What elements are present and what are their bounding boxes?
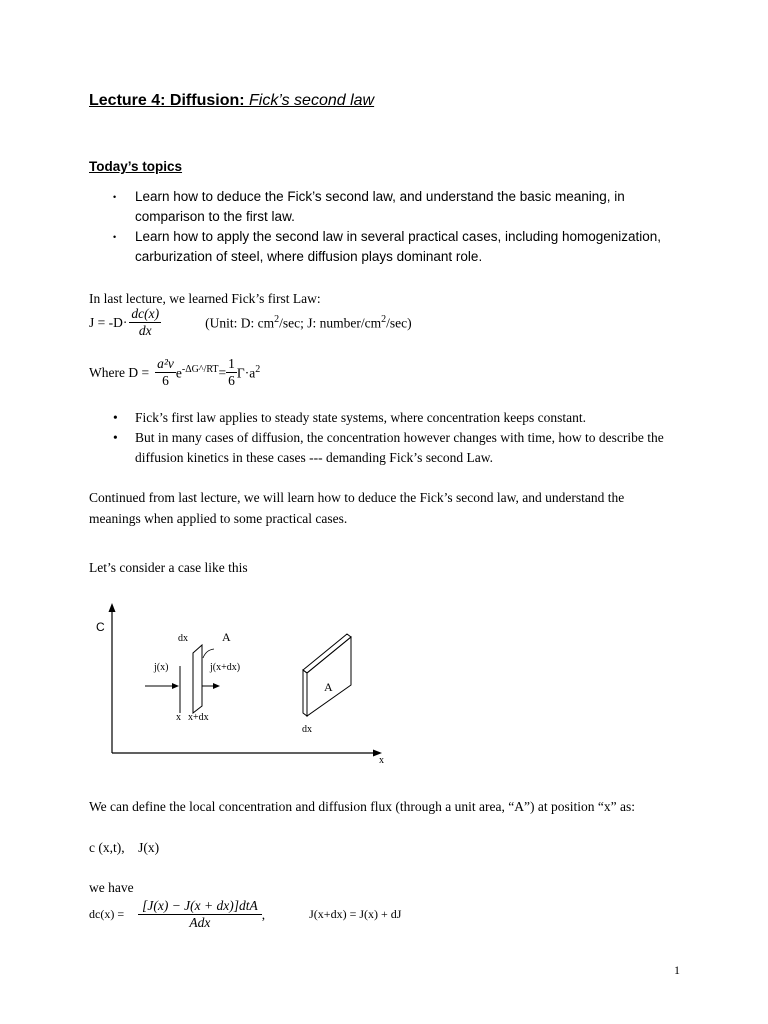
eq1-unit-prefix: (Unit: D: cm	[205, 315, 275, 331]
eq2-exponent: -ΔG^/RT	[181, 363, 219, 375]
eq2-tail-sup: 2	[255, 363, 261, 375]
position-x-label: x	[176, 712, 181, 723]
eq3-lhs: dc(x) =	[89, 907, 125, 921]
bullet-text: But in many cases of diffusion, the concentration however changes with time, how to describe the diffusion kinetics in these cases --- demanding Fick’s second Law.	[135, 430, 664, 465]
slab-dx-label: dx	[302, 724, 312, 735]
equation-diffusivity	[89, 356, 260, 389]
eq1-units	[205, 314, 411, 332]
variables-line: c (x,t), J(x)	[89, 840, 160, 855]
flux-jx-label: j(x)	[154, 662, 169, 673]
eq1-lhs: J = -D·	[89, 314, 128, 330]
diffusion-diagram	[90, 598, 400, 773]
section-a-label: A	[222, 630, 231, 644]
section-dx-label: dx	[178, 633, 188, 644]
bullet-text: Fick’s first law applies to steady state systems, where concentration keeps constant.	[135, 410, 587, 425]
bullet-marker: •	[113, 192, 117, 202]
flux-jxdx-label: j(x+dx)	[210, 662, 241, 673]
bullet-marker: •	[113, 430, 118, 445]
eq1-denominator: dx	[138, 323, 152, 338]
eq1-unit-suffix: /sec)	[386, 315, 412, 331]
flux-out-arrowhead	[213, 683, 220, 689]
y-axis-arrow	[109, 603, 116, 612]
eq1-numerator: dc(x)	[131, 306, 160, 321]
consider-text: Let’s consider a case like this	[89, 560, 248, 575]
x-axis-label: x	[379, 755, 384, 766]
eq2-equals: =	[218, 364, 227, 380]
eq1-unit-mid: /sec; J: number/cm	[279, 315, 382, 331]
intro-text: In last lecture, we learned Fick’s first Law:	[89, 291, 321, 306]
eq2-tail-text: Γ·a	[236, 365, 256, 381]
bullet-marker: •	[113, 410, 118, 425]
eq1-unit-sup2: 2	[381, 313, 387, 325]
topic-item-2	[113, 227, 693, 267]
lecture-title-italic: Fick’s second law	[249, 92, 375, 109]
eq3-denominator: Adx	[189, 915, 211, 930]
topic-item-1	[113, 187, 693, 227]
section-plane	[193, 645, 202, 713]
define-paragraph: We can define the local concentration and diffusion flux (through a unit area, “A”) at position “x” as:	[89, 799, 635, 814]
eq3-rhs: J(x+dx) = J(x) + dJ	[309, 907, 402, 921]
topic-text: Learn how to apply the second law in several practical cases, including homogenization, carburization of steel, where diffusion plays dominant role.	[135, 229, 662, 264]
topic-text: Learn how to deduce the Fick’s second law, and understand the basic meaning, in comparison to the first law.	[135, 189, 625, 224]
eq2-exponential	[176, 364, 219, 382]
eq2-numerator-2: 1	[228, 356, 235, 371]
first-law-bullet-1	[113, 408, 673, 428]
eq2-denominator-2: 6	[228, 373, 235, 388]
lecture-title	[89, 92, 374, 110]
equation-concentration-change	[89, 898, 401, 931]
topics-heading: Today’s topics	[89, 159, 183, 174]
section-a-pointer	[203, 649, 214, 658]
eq2-exp-base: e	[175, 365, 182, 381]
bullet-marker: •	[113, 232, 117, 242]
eq2-fraction	[155, 356, 176, 389]
slab-area-label: A	[324, 680, 333, 694]
page-number: 1	[674, 963, 680, 977]
slab-top-face	[303, 634, 351, 673]
eq2-tail	[237, 364, 260, 382]
eq1-unit-sup1: 2	[274, 313, 280, 325]
eq1-fraction	[129, 306, 161, 339]
eq2-numerator: a²ν	[157, 356, 174, 371]
slab-side-face	[303, 670, 307, 716]
eq3-numerator: [J(x) − J(x + dx)]dtA	[138, 898, 262, 915]
equation-fick-first-law	[89, 306, 412, 339]
we-have-text: we have	[89, 880, 134, 895]
eq3-fraction	[138, 898, 262, 931]
eq2-denominator: 6	[162, 373, 169, 388]
flux-in-arrowhead	[172, 683, 179, 689]
position-xdx-label: x+dx	[188, 712, 209, 723]
eq2-lead: Where D =	[89, 364, 150, 380]
first-law-bullet-2	[113, 428, 673, 468]
continued-paragraph: Continued from last lecture, we will learn how to deduce the Fick’s second law, and understand the meanings when applied to some practical cases.	[89, 490, 625, 526]
eq2-fraction-2	[226, 356, 237, 389]
lecture-title-main: Lecture 4: Diffusion:	[89, 92, 250, 109]
y-axis-label: C	[96, 620, 105, 634]
eq3-comma: ,	[261, 906, 266, 922]
